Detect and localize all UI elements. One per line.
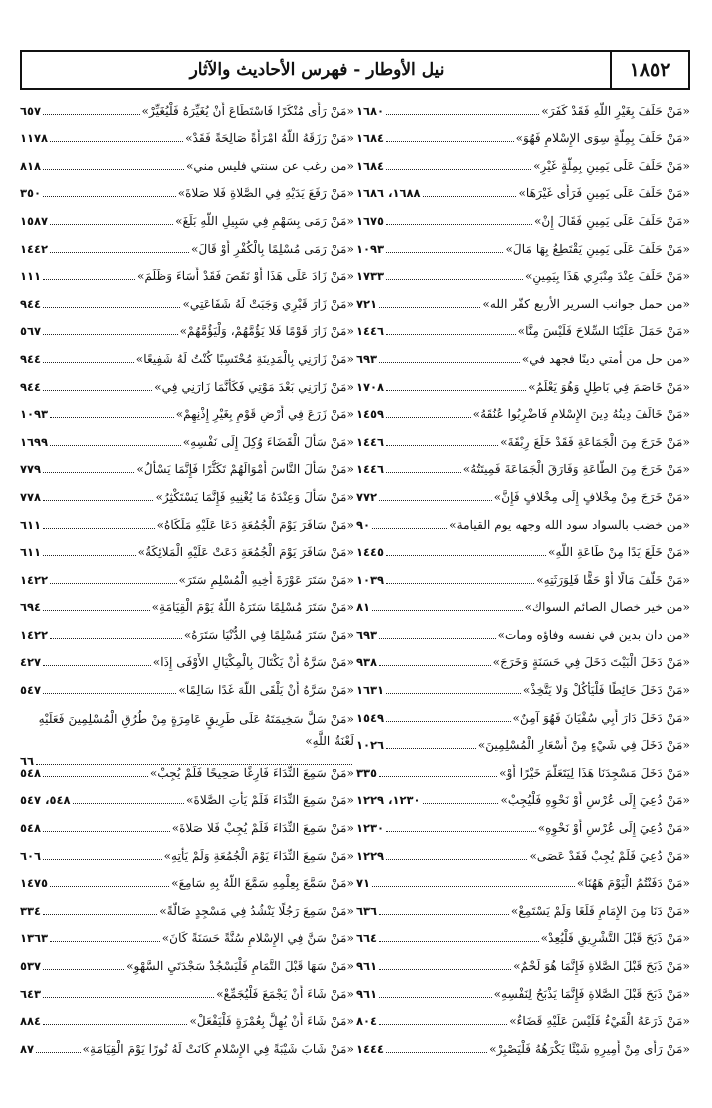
dot-leader [386, 334, 516, 335]
entry-page-number: ٨١٨ [20, 158, 42, 173]
dot-leader [386, 859, 527, 860]
index-entry [20, 675, 354, 703]
dot-leader [379, 362, 520, 363]
dot-leader [43, 390, 152, 391]
dot-leader [43, 279, 135, 280]
index-entry [20, 648, 354, 676]
entry-text: «مَنْ حَلَفَ بِمِلَّةٍ سِوَى الإِسْلامِ فَهُوَ» [515, 131, 690, 146]
dot-leader [50, 141, 183, 142]
index-entry [356, 896, 690, 924]
entry-text: «مَنْ سَافَرَ يَوْمَ الْجُمُعَةِ دَعَا عَلَيْهِ مَلَكَاهُ» [156, 517, 354, 532]
entry-text: «مَنْ رَأَى مُنْكَرًا فَاسْتَطَاعَ أَنْ يُغَيِّرَهُ فَلْيُغَيِّرْ» [141, 103, 354, 118]
entry-text: «مَنْ حَلَفَ عَلَى يَمِينٍ يَقْتَطِعُ بِهَا مَالَ» [505, 241, 690, 256]
page-title: نيل الأوطار - فهرس الأحاديث والآثار [189, 60, 445, 80]
entry-page-number: ١٧٣٣ [356, 269, 385, 284]
dot-leader [379, 1024, 507, 1025]
dot-leader [43, 914, 157, 915]
entry-page-number: ٦٥٧ [20, 103, 42, 118]
dot-leader [73, 803, 184, 804]
page-number: ١٨٥٢ [610, 52, 688, 88]
index-entry [20, 427, 354, 455]
dot-leader [50, 583, 176, 584]
dot-leader [386, 721, 510, 722]
entry-page-number: ١٤٤٤ [356, 1041, 385, 1056]
dot-leader [379, 307, 480, 308]
entry-text: «مَنْ دَخَلَ حَائِطًا فَلْيَأْكُلْ وَلا يَتَّخِذْ» [522, 683, 690, 698]
index-entry [20, 124, 354, 152]
index-entry [356, 979, 690, 1007]
entry-page-number: ٩٤٤ [20, 351, 42, 366]
index-entry [20, 565, 354, 593]
index-entry [356, 1034, 690, 1062]
index-entry [356, 786, 690, 814]
entry-page-number: ٧١ [356, 876, 371, 891]
dot-leader [379, 665, 491, 666]
index-entry [356, 924, 690, 952]
entry-page-number: ٥٦٧ [20, 324, 42, 339]
dot-leader [386, 224, 532, 225]
index-entry [20, 703, 354, 769]
entry-page-number: ١٥٨٧ [20, 213, 49, 228]
dot-leader [43, 859, 162, 860]
dot-leader [386, 390, 526, 391]
dot-leader [372, 886, 575, 887]
entry-text: «من حل من أمتي دينًا فجهد في» [521, 351, 690, 366]
entry-text: «من دان بدين في نفسه وفاؤه ومات» [497, 627, 690, 642]
dot-leader [386, 141, 513, 142]
entry-text: «مَنْ زَادَ عَلَى هَذَا أَوْ نَقَصَ فَقَدْ أَسَاءَ وَظَلَمَ» [136, 269, 354, 284]
dot-leader [386, 748, 476, 749]
entry-text: «مَنْ سَنَّ فِي الإِسْلامِ سُنَّةً حَسَنَةً كَانَ» [161, 931, 354, 946]
dot-leader [50, 252, 189, 253]
entry-text: «مَنْ زَارَ قَبْرِي وَجَبَتْ لَهُ شَفَاعَتِي» [182, 296, 354, 311]
dot-leader [386, 114, 539, 115]
index-entry [356, 124, 690, 152]
entry-text: «مَنْ دُعِيَ إِلَى عُرْسٍ أَوْ نَحْوِهِ فَلْيُجِبْ» [500, 793, 690, 808]
entry-page-number: ١٤٤٢ [20, 241, 49, 256]
entry-text: «مَنْ سَرَّهُ أَنْ يَكْتَالَ بِالْمِكْيَالِ الأَوْفَى إِذَا» [152, 655, 354, 670]
index-entry [356, 179, 690, 207]
entry-page-number: ١٤٢٢ [20, 572, 49, 587]
index-entry [356, 565, 690, 593]
index-entry [20, 979, 354, 1007]
index-entry [356, 951, 690, 979]
dot-leader [43, 1024, 187, 1025]
dot-leader [43, 969, 124, 970]
index-entry [356, 758, 690, 786]
index-entry [20, 510, 354, 538]
index-entry [356, 620, 690, 648]
entry-text: «مَنْ دُعِيَ إِلَى عُرْسٍ أَوْ نَحْوِهِ» [537, 821, 690, 836]
entry-page-number: ٨١ [356, 600, 371, 615]
entry-text: «مَنْ سَمِعَ النِّدَاءَ فَلَمْ يَأْتِ الصَّلاةَ» [185, 793, 354, 808]
dot-leader [379, 638, 496, 639]
dot-leader [43, 997, 214, 998]
index-entry [20, 951, 354, 979]
entry-text: «مَنْ دَخَلَ فِي شَيْءٍ مِنْ أَسْعَارِ الْمُسْلِمِينَ» [477, 738, 690, 753]
entry-text: «مَنْ زَارَنِي بِالْمَدِينَةِ مُحْتَسِبًا كُنْتُ لَهُ شَفِيعًا» [135, 351, 354, 366]
index-entry [356, 427, 690, 455]
entry-text: «مَنْ زَارَنِي بَعْدَ مَوْتِي فَكَأَنَّمَا زَارَنِي فِي» [154, 379, 354, 394]
entry-page-number: ٩٤٤ [20, 296, 42, 311]
entry-page-number: ١٦٩٩ [20, 434, 49, 449]
entry-text: «مَنْ شَاءَ أَنْ يَجْمَعَ فَلْيُجَمِّعْ» [216, 986, 354, 1001]
entry-text: «مَنْ سَمِعَ النِّدَاءَ يَوْمَ الْجُمُعَةِ وَلَمْ يَأْتِهِ» [163, 848, 354, 863]
dot-leader [423, 196, 517, 197]
entry-page-number: ٥٤٨ [20, 821, 42, 836]
entry-page-number: ٦٩٣ [356, 351, 378, 366]
entry-page-number: ٨٧ [20, 1041, 35, 1056]
entry-text: «من خضب بالسواد سود الله وجهه يوم القيامة» [449, 517, 690, 532]
entry-page-number: ١٢٢٩ [356, 848, 385, 863]
entry-text: «مَنْ سَلَّ سَخِيمَتَهُ عَلَى طَرِيقٍ عَامِرَةٍ مِنْ طُرُقِ الْمُسْلِمِينَ فَعَلَيْهِ لَعْنَةُ اللَّهِ» [38, 712, 354, 749]
dot-leader [50, 445, 181, 446]
entry-text: «مَنْ شَاءَ أَنْ يُهِلَّ بِعُمْرَةٍ فَلْيَفْعَلْ» [189, 1014, 354, 1029]
entry-page-number: ٨٨٤ [20, 1014, 42, 1029]
entry-text: «مَنْ سَتَرَ مُسْلِمًا سَتَرَهُ اللَّهُ يَوْمَ الْقِيَامَةِ» [151, 600, 354, 615]
entry-page-number: ٦١١ [20, 517, 42, 532]
entry-text: «مَنْ ذَبَحَ قَبْلَ الصَّلاةِ فَإِنَّمَا يَذْبَحُ لِنَفْسِهِ» [493, 986, 690, 1001]
entry-page-number: ١٦٨٨، ١٦٨٦ [356, 186, 421, 201]
entry-page-number: ٦٩٤ [20, 600, 42, 615]
entry-text: «مَنْ دَنَا مِنَ الإِمَامِ فَلَغَا وَلَمْ يَسْتَمِعْ» [510, 903, 690, 918]
entry-text: «مَنْ دَخَلَ الْبَيْتَ دَخَلَ فِي حَسَنَةٍ وَخَرَجَ» [492, 655, 690, 670]
entry-page-number: ١٤٧٥ [20, 876, 49, 891]
entry-page-number: ١٦٨٠ [356, 103, 385, 118]
entry-text: «مَنْ حَلَفَ بِغَيْرِ اللَّهِ فَقَدْ كَفَرَ» [541, 103, 690, 118]
entry-text: «من رغب عن سنتي فليس مني» [185, 158, 354, 173]
entry-text: «مَنْ سَمِعَ النِّدَاءَ فَارِغًا صَحِيحًا فَلَمْ يُجِبْ» [149, 765, 354, 780]
dot-leader [43, 831, 170, 832]
entry-page-number: ٦٦ [20, 754, 35, 769]
page-header [20, 50, 690, 90]
entry-text: «مَنْ ذَبَحَ قَبْلَ الصَّلاةِ فَإِنَّمَا هُوَ لَحْمٌ» [513, 959, 690, 973]
entry-text: «مَنْ خَلَّفَ مَالًا أَوْ حَقًّا فَلِوَرَثَتِهِ» [536, 572, 690, 587]
entry-page-number: ٦٤٣ [20, 986, 42, 1001]
entry-text: «مَنْ سَمِعَ النِّدَاءَ فَلَمْ يُجِبْ فَلا صَلاةَ» [171, 821, 354, 836]
dot-leader [386, 831, 536, 832]
index-entry [20, 1034, 354, 1062]
dot-leader [379, 997, 492, 998]
entry-text: «مَنْ خَرَجَ مِنَ الْجَمَاعَةِ فَقَدْ خَلَعَ رِبْقَةَ» [500, 434, 690, 449]
index-entry [356, 703, 690, 731]
index-entry [20, 455, 354, 483]
entry-page-number: ٥٤٧ [20, 683, 42, 698]
dot-leader [43, 362, 134, 363]
index-entry [20, 372, 354, 400]
index-entry [356, 593, 690, 621]
entry-text: «مَنْ حَلَفَ عِنْدَ مِنْبَرِي هَذَا بِيَمِينٍ» [524, 269, 690, 284]
dot-leader [50, 941, 160, 942]
entry-text: «مَنْ سَافَرَ يَوْمَ الْجُمُعَةِ دَعَتْ عَلَيْهِ الْمَلائِكَةُ» [137, 545, 354, 560]
index-entry [356, 482, 690, 510]
entry-text: «مَنْ ذَرَعَهُ الْقَيْءُ فَلَيْسَ عَلَيْهِ قَضَاءٌ» [509, 1014, 690, 1029]
dot-leader [50, 638, 182, 639]
dot-leader [43, 114, 139, 115]
entry-page-number: ٧٧٨ [20, 489, 42, 504]
index-entry [356, 372, 690, 400]
entry-text: «مَنْ سَأَلَ وَعِنْدَهُ مَا يُغْنِيهِ فَإِنَّمَا يَسْتَكْثِرُ» [155, 489, 354, 504]
entry-text: «مَنْ خَاصَمَ فِي بَاطِلٍ وَهُوَ يَعْلَمُ» [528, 379, 690, 394]
entry-page-number: ٣٣٥ [356, 765, 378, 780]
entry-page-number: ١٠٣٩ [356, 572, 385, 587]
entry-page-number: ١٦٨٤ [356, 131, 385, 146]
index-entry [20, 813, 354, 841]
entry-text: «مَنْ حَلَفَ عَلَى يَمِينٍ بِمِلَّةٍ غَيْرِ» [533, 158, 690, 173]
index-entry [20, 96, 354, 124]
entry-page-number: ٦٦٤ [356, 931, 378, 946]
entry-page-number: ١٠٢٦ [356, 738, 385, 753]
entry-page-number: ١٠٩٣ [20, 407, 49, 422]
index-entry [356, 648, 690, 676]
dot-leader [43, 472, 134, 473]
entry-text: «مَنْ خَرَجَ مِنْ مِخْلافٍ إِلَى مِخْلافٍ فَإِنَّ» [493, 489, 690, 504]
dot-leader [43, 169, 184, 170]
dot-leader [386, 445, 498, 446]
index-entry [356, 206, 690, 234]
dot-leader [379, 914, 509, 915]
dot-leader [43, 500, 153, 501]
dot-leader [386, 417, 471, 418]
entry-page-number: ٦٠٦ [20, 848, 42, 863]
entry-page-number: ١١٧٨ [20, 131, 49, 146]
index-entry [20, 538, 354, 566]
index-entry [20, 786, 354, 814]
index-entry [20, 400, 354, 428]
dot-leader [386, 472, 461, 473]
dot-leader [379, 969, 511, 970]
entry-text: «مَنْ سَمِعَ رَجُلًا يَنْشُدُ فِي مَسْجِدٍ ضَالَّةً» [159, 903, 354, 918]
index-entry [356, 510, 690, 538]
entry-page-number: ١٤٤٦ [356, 434, 385, 449]
entry-text: «مَنْ سَمَّعَ بِعِلْمِهِ سَمَّعَ اللَّهُ بِهِ سَامِعَ» [171, 876, 354, 891]
entry-page-number: ١٤٥٩ [356, 407, 385, 422]
index-entry [20, 262, 354, 290]
index-entry [20, 179, 354, 207]
entry-page-number: ٩٤٤ [20, 379, 42, 394]
index-entry [356, 262, 690, 290]
entry-page-number: ٧٧٩ [20, 462, 42, 477]
index-entry [20, 151, 354, 179]
entry-text: «مَنْ زَارَ قَوْمًا فَلا يَؤُمَّهُمْ، وَلْيَؤُمَّهُمْ» [179, 324, 354, 339]
entry-page-number: ١٥٤٩ [356, 710, 385, 725]
index-entry [356, 1007, 690, 1035]
entry-page-number: ٩٣٨ [356, 655, 378, 670]
entry-page-number: ١١١ [20, 269, 42, 284]
index-entry [20, 234, 354, 262]
dot-leader [386, 252, 503, 253]
index-entry [356, 344, 690, 372]
entry-page-number: ٥٤٨، ٥٤٧ [20, 793, 71, 808]
entry-page-number: ١٦٣١ [356, 683, 385, 698]
entry-page-number: ٧٧٢ [356, 489, 378, 504]
entry-text: «مَنْ حَلَفَ عَلَى يَمِينٍ فَرَأَى غَيْرَهَا» [518, 186, 690, 201]
index-column-left [20, 96, 354, 1062]
entry-page-number: ٣٣٤ [20, 903, 42, 918]
entry-text: «مَنْ خَلَعَ يَدًا مِنْ طَاعَةِ اللَّهِ» [547, 545, 690, 560]
entry-text: «مَنْ حَمَلَ عَلَيْنَا السِّلاحَ فَلَيْسَ مِنَّا» [517, 324, 690, 339]
entry-text: «مَنْ دَخَلَ مَسْجِدَنَا هَذَا لِيَتَعَلَّمَ خَيْرًا أَوْ» [499, 765, 690, 780]
dot-leader [386, 583, 534, 584]
entry-text: «مَنْ دُعِيَ فَلَمْ يُجِبْ فَقَدْ عَصَى» [529, 848, 690, 863]
index-entry [20, 593, 354, 621]
entry-text: «مَنْ حَلَفَ عَلَى يَمِينٍ فَقَالَ إِنْ» [533, 213, 690, 228]
index-entry [20, 206, 354, 234]
entry-text: «مَنْ خَالَفَ دِينُهُ دِينَ الإِسْلامِ فَاضْرِبُوا عُنُقَهُ» [472, 407, 690, 422]
index-entry [20, 924, 354, 952]
entry-page-number: ١٣٦٣ [20, 931, 49, 946]
entry-page-number: ٦١١ [20, 545, 42, 560]
entry-page-number: ٥٣٧ [20, 959, 42, 973]
dot-leader [36, 1052, 80, 1053]
dot-leader [43, 307, 180, 308]
dot-leader [50, 886, 169, 887]
entry-page-number: ٤٢٧ [20, 655, 42, 670]
dot-leader [379, 776, 497, 777]
entry-page-number: ١٦٨٤ [356, 158, 385, 173]
index-entry [20, 344, 354, 372]
index-entry [20, 758, 354, 786]
dot-leader [379, 941, 539, 942]
dot-leader [43, 528, 155, 529]
entry-page-number: ٩٠ [356, 517, 371, 532]
entry-page-number: ٣٥٠ [20, 186, 42, 201]
index-entry [356, 289, 690, 317]
index-entry [356, 731, 690, 759]
dot-leader [43, 776, 148, 777]
index-column-right [356, 96, 690, 1062]
dot-leader [50, 417, 174, 418]
entry-page-number: ٦٣٦ [356, 903, 378, 918]
entry-page-number: ٥٤٨ [20, 765, 42, 780]
entry-text: «مَنْ سَرَّهُ أَنْ يَلْقَى اللَّهَ غَدًا سَالِمًا» [178, 683, 354, 698]
entry-text: «مَنْ سَهَا قَبْلَ التَّمَامِ فَلْيَسْجُدْ سَجْدَتَيِ السَّهْوِ» [126, 959, 354, 973]
index-entry [356, 869, 690, 897]
index-entry [356, 841, 690, 869]
entry-text: «مَنْ سَتَرَ مُسْلِمًا فِي الدُّنْيَا سَتَرَهُ» [183, 627, 354, 642]
dot-leader [50, 224, 173, 225]
dot-leader [43, 196, 176, 197]
entry-page-number: ١٢٣٠ [356, 821, 385, 836]
entry-text: «مَنْ رَفَعَ يَدَيْهِ فِي الصَّلاةِ فَلا صَلاةَ» [177, 186, 354, 201]
dot-leader [386, 279, 523, 280]
entry-page-number: ١٤٤٦ [356, 324, 385, 339]
index-entry [20, 317, 354, 345]
entry-page-number: ١٤٤٦ [356, 462, 385, 477]
dot-leader [386, 555, 546, 556]
entry-text: «مَنْ رَزَقَهُ اللَّهُ امْرَأَةً صَالِحَةً فَقَدْ» [185, 131, 354, 146]
dot-leader [372, 610, 523, 611]
index-entry [20, 482, 354, 510]
entry-page-number: ١٤٢٢ [20, 627, 49, 642]
index-entry [356, 538, 690, 566]
entry-text: «مَنْ شَابَ شَيْبَةً فِي الإِسْلامِ كَانَتْ لَهُ نُورًا يَوْمَ الْقِيَامَةِ» [82, 1041, 354, 1056]
entry-text: «مَنْ سَأَلَ الْقَضَاءَ وُكِلَ إِلَى نَفْسِهِ» [182, 434, 354, 449]
dot-leader [386, 693, 521, 694]
entry-text: «مَنْ دَفَنْتُمُ الْيَوْمَ هَهُنَا» [576, 876, 690, 891]
index-entry [356, 96, 690, 124]
entry-text: «مَنْ خَرَجَ مِنَ الطَّاعَةِ وَفَارَقَ الْجَمَاعَةَ فَمِيتَتُهُ» [462, 462, 690, 477]
index-entry [20, 289, 354, 317]
index-entry [356, 455, 690, 483]
index-entry [356, 675, 690, 703]
entry-text: «مَنْ رَأَى مِنْ أَمِيرِهِ شَيْئًا يَكْرَهُهُ فَلْيَصْبِرْ» [489, 1041, 690, 1056]
entry-text: «مَنْ دَخَلَ دَارَ أَبِي سُفْيَانَ فَهُوَ آمِنٌ» [512, 710, 690, 725]
dot-leader [372, 528, 447, 529]
entry-text: «من خير خصال الصائم السواك» [524, 600, 690, 615]
dot-leader [43, 610, 150, 611]
index-entry [356, 234, 690, 262]
index-entry [20, 841, 354, 869]
index-entry [356, 400, 690, 428]
entry-text: «مَنْ سَتَرَ عَوْرَةَ أَخِيهِ الْمُسْلِمِ سَتَرَ» [178, 572, 354, 587]
dot-leader [43, 665, 151, 666]
entry-page-number: ١٢٣٠، ١٢٢٩ [356, 793, 421, 808]
dot-leader [43, 693, 176, 694]
dot-leader [43, 555, 136, 556]
entry-page-number: ١٧٠٨ [356, 379, 385, 394]
dot-leader [423, 803, 499, 804]
entry-page-number: ٩٦١ [356, 959, 378, 973]
index-entry [356, 151, 690, 179]
entry-page-number: ١٤٤٥ [356, 545, 385, 560]
entry-page-number: ٩٦١ [356, 986, 378, 1001]
entry-text: «من حمل جوانب السرير الأربع كفّر الله» [482, 296, 690, 311]
entry-page-number: ١٠٩٣ [356, 241, 385, 256]
entry-text: «مَنْ سَأَلَ النَّاسَ أَمْوَالَهُمْ تَكَثُّرًا فَإِنَّمَا يَسْأَلُ» [136, 462, 354, 477]
entry-page-number: ٨٠٤ [356, 1014, 378, 1029]
entry-text: «مَنْ رَمَى مُسْلِمًا بِالْكُفْرِ أَوْ قَالَ» [191, 241, 354, 256]
index-entry [356, 317, 690, 345]
index-entry [20, 1007, 354, 1035]
dot-leader [386, 169, 531, 170]
entry-text: «مَنْ رَمَى بِسَهْمٍ فِي سَبِيلِ اللَّهِ بَلَغَ» [175, 213, 354, 228]
entry-page-number: ٧٢١ [356, 296, 378, 311]
index-entry [20, 869, 354, 897]
entry-page-number: ١٦٧٥ [356, 213, 385, 228]
dot-leader [43, 334, 178, 335]
index-entry [20, 896, 354, 924]
dot-leader [386, 1052, 487, 1053]
entry-text: «مَنْ زَرَعَ فِي أَرْضِ قَوْمٍ بِغَيْرِ إِذْنِهِمْ» [175, 407, 354, 422]
index-entry [356, 813, 690, 841]
entry-page-number: ٦٩٣ [356, 627, 378, 642]
dot-leader [379, 500, 492, 501]
entry-text: «مَنْ ذَبَحَ قَبْلَ التَّشْرِيقِ فَلْيُعِدْ» [540, 931, 690, 946]
index-entry [20, 620, 354, 648]
